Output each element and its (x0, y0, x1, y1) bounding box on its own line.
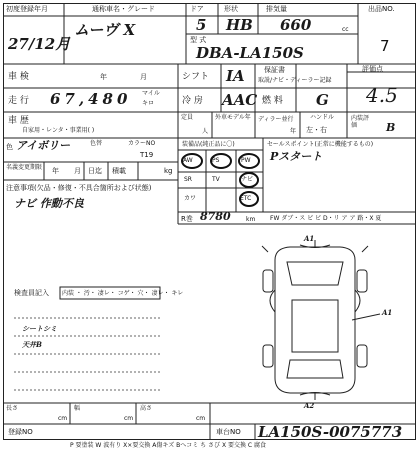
history-sub: 自家用・レンタ・事業用( ) (22, 127, 95, 134)
equip-sr: SR (184, 176, 192, 183)
inspection-month-unit: 月 (140, 73, 147, 81)
handle-value: 左・右 (306, 126, 327, 134)
legend: P 要塗装 W 波有り X×要交換 A傷キズ Bへコミ ち さび X 要交換 C 腐食 (70, 442, 266, 449)
marker-a1-front: A1 (304, 234, 315, 243)
dealer-label: ディラー並行 (258, 116, 294, 123)
height-label: 高さ (140, 405, 153, 412)
shape-value: HB (226, 16, 253, 34)
shift-label: シフト (182, 72, 210, 82)
fuel-label: 燃 料 (262, 96, 283, 106)
interior-options: 内装 ・ 汚・ 凄レ・ コゲ・ 穴・ 凄レ・ キレ (62, 290, 184, 297)
door-label: ドア (190, 5, 204, 13)
color-no-label: カラーNO (128, 140, 156, 147)
sales-point-label: セールスポイント(正常に機能するもの) (267, 141, 374, 148)
name-change-day: 日迄 (88, 167, 102, 175)
r-label: R巻 (181, 215, 193, 223)
width-label: 幅 (74, 405, 81, 412)
displacement-label: 排気量 (266, 5, 287, 13)
equipment-bottom: FW ダブ・ス ビ ビ D・リ ア ア 路・X 夏 (270, 215, 382, 222)
name-grade-label: 通称車名・グレード (92, 5, 155, 13)
mileage-label: 走 行 (8, 96, 29, 106)
name-change-year: 年 (52, 167, 59, 175)
ac-value: AAC (222, 91, 258, 109)
warranty-label: 保証書 (264, 66, 285, 74)
interior-note-2: 天井B (22, 340, 42, 349)
ext-model-unit: 年 (290, 128, 297, 135)
first-reg-value: 27/12月 (8, 35, 71, 53)
fuel-value: G (316, 91, 329, 109)
history-label: 車 歴 (8, 116, 29, 126)
equip-aw: AW (183, 157, 193, 164)
chassis-label: 車台NO (216, 428, 241, 436)
capacity-unit: 人 (202, 128, 209, 135)
shape-label: 形状 (224, 5, 238, 13)
score-value: 4.5 (366, 83, 398, 107)
color-label: 色 (6, 143, 13, 151)
length-label: 長さ (6, 405, 19, 412)
color-no-value: T19 (140, 151, 154, 159)
sales-point-value: Pスタート (270, 150, 323, 163)
notes-label: 注意事項(欠品・修復・不具合箇所および状態) (6, 184, 152, 192)
listing-no-value: 7 (380, 37, 390, 55)
interior-note-1: シートシミ (22, 324, 57, 333)
equip-kawa: カワ (184, 195, 197, 202)
equip-tv: TV (212, 176, 220, 183)
door-value: 5 (196, 16, 207, 34)
mileage-value: 67,480 (50, 90, 132, 108)
chassis-value: LA150S-0075773 (258, 423, 403, 441)
handle-label: ハンドル (310, 114, 335, 121)
warranty-sub: 取説/ナビ・ディーラー記録 (258, 77, 332, 84)
notes-value: ナビ 作動不良 (14, 197, 84, 210)
length-unit: cm (58, 415, 68, 422)
ext-model-label: 外車モデル年 (215, 114, 251, 121)
loaded-unit: kg (164, 167, 173, 175)
paint-label: 色替 (90, 140, 103, 147)
reg-no-label: 登録NO (8, 428, 33, 436)
km-label: キロ (142, 100, 155, 107)
color-value: アイボリー (16, 139, 71, 152)
interior-score-value: B (386, 121, 396, 134)
inspection-label: 車 検 (8, 72, 29, 82)
model-label: 型 式 (190, 36, 207, 44)
equip-ps: PS (212, 157, 220, 164)
equipment-label: 装備品(純正品に〇) (182, 141, 235, 148)
width-unit: cm (124, 415, 134, 422)
first-reg-label: 初度登録年月 (6, 5, 48, 13)
score-label: 評価点 (362, 65, 383, 73)
car-name-value: ムーヴ X (74, 21, 136, 39)
capacity-label: 定員 (181, 114, 194, 121)
name-change-month: 月 (74, 167, 81, 175)
displacement-unit: cc (342, 26, 349, 33)
mile-label: マイル (142, 90, 160, 97)
equip-pw: PW (241, 157, 251, 164)
listing-no-label: 出品NO. (368, 5, 395, 13)
inspector-label: 検査員記入 (14, 289, 49, 297)
name-change-label: 名義変更期限 (6, 164, 43, 171)
shift-value: IA (226, 67, 245, 85)
r-value: 8780 (200, 210, 231, 223)
model-value: DBA-LA150S (196, 44, 304, 62)
interior-score-label: 内装評価 (351, 115, 370, 129)
displacement-value: 660 (280, 16, 312, 34)
inspection-year-unit: 年 (100, 73, 107, 81)
ac-label: 冷 房 (182, 96, 203, 106)
marker-a2-rear: A2 (304, 401, 315, 410)
equip-navi: ナビ (241, 176, 254, 183)
height-unit: cm (196, 415, 206, 422)
marker-a1-side: A1 (382, 308, 393, 317)
r-unit: km (246, 216, 256, 223)
equip-etc: ETC (240, 195, 252, 202)
loaded-label: 積載 (112, 167, 126, 175)
